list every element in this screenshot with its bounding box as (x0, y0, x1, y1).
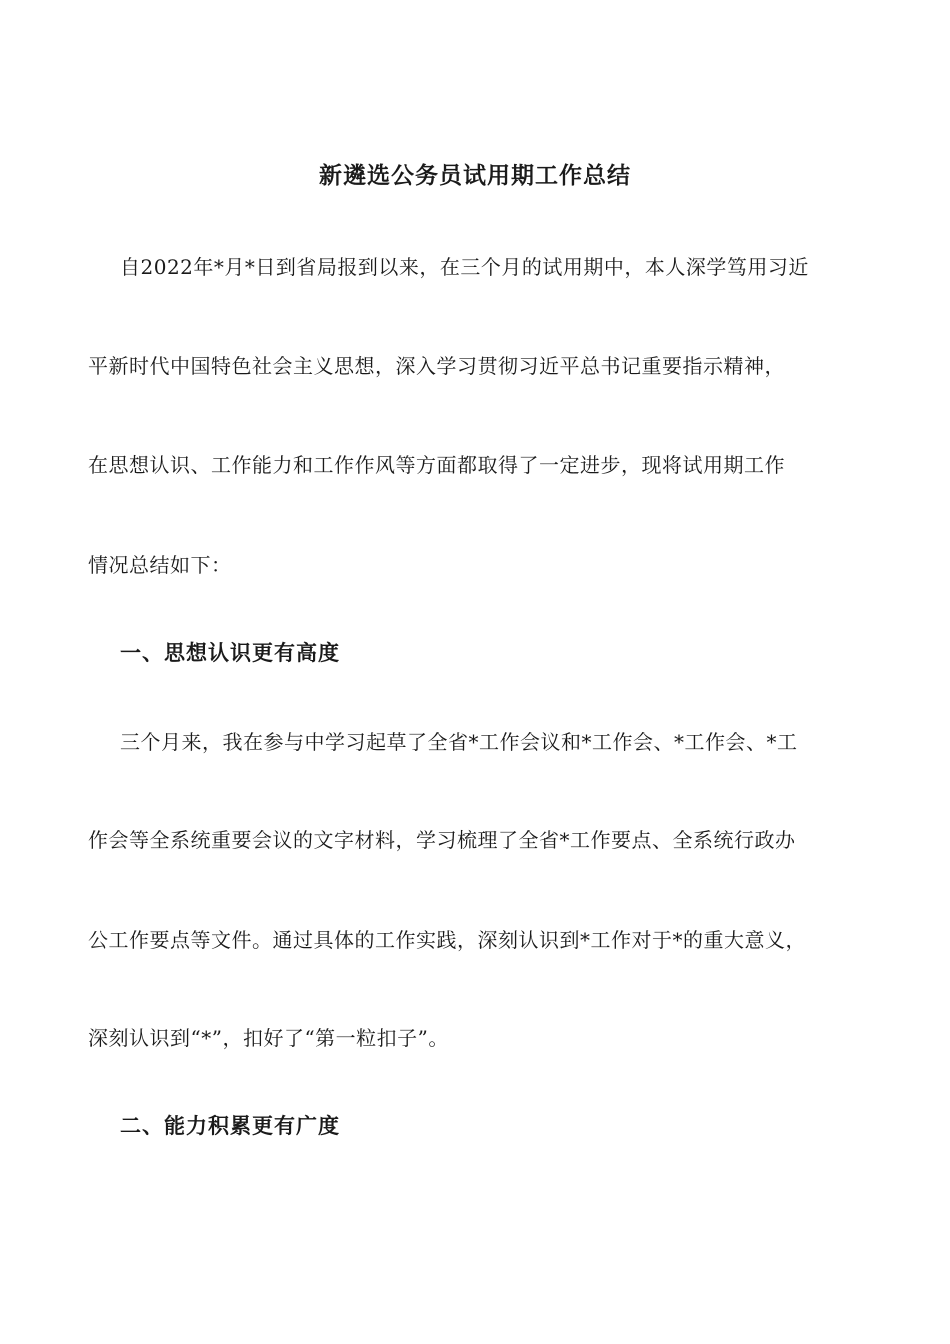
intro-line-1: 自2022年*月*日到省局报到以来，在三个月的试用期中，本人深学笃用习近 (120, 255, 809, 279)
intro-line-4: 情况总结如下： (88, 553, 232, 577)
section-1-line-1: 三个月来，我在参与中学习起草了全省*工作会议和*工作会、*工作会、*工 (120, 730, 798, 754)
section-1-heading: 一、思想认识更有高度 (120, 641, 340, 665)
document-title: 新遴选公务员试用期工作总结 (319, 163, 631, 189)
section-1-line-4: 深刻认识到“*”，扣好了“第一粒扣子”。 (88, 1026, 449, 1050)
intro-line-2: 平新时代中国特色社会主义思想，深入学习贯彻习近平总书记重要指示精神， (88, 354, 785, 378)
section-1-line-3: 公工作要点等文件。通过具体的工作实践，深刻认识到*工作对于*的重大意义， (88, 928, 806, 952)
intro-line-3: 在思想认识、工作能力和工作作风等方面都取得了一定进步，现将试用期工作 (88, 453, 785, 477)
section-1-line-2: 作会等全系统重要会议的文字材料，学习梳理了全省*工作要点、全系统行政办 (88, 828, 796, 852)
section-2-heading: 二、能力积累更有广度 (120, 1114, 340, 1138)
